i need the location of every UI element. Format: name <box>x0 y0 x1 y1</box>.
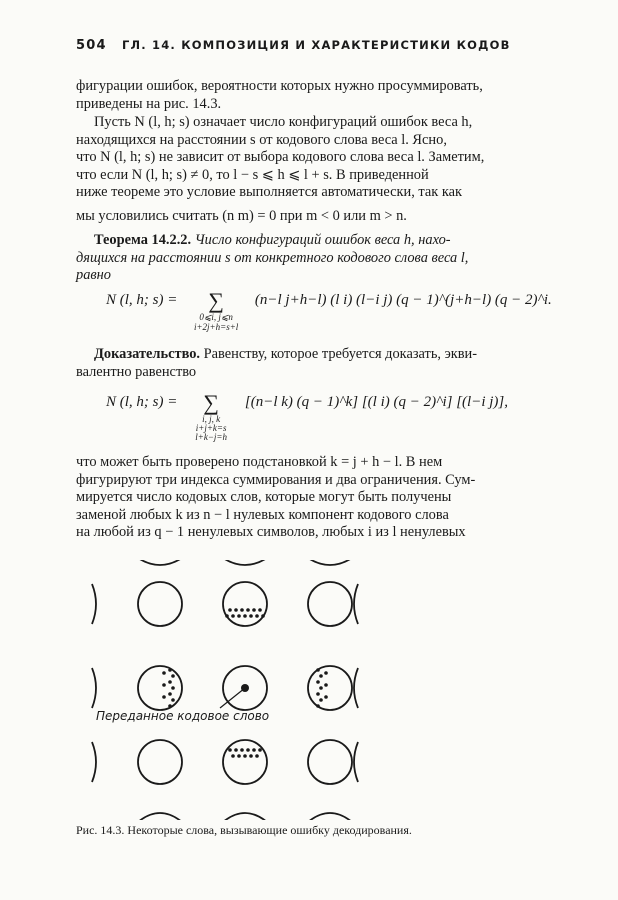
decoding-sphere <box>138 740 182 784</box>
running-header <box>76 38 556 53</box>
proof-text: Равенству, которое требуется доказать, экви- <box>203 346 478 362</box>
theorem-text: Число конфигураций ошибок веса h, нахо- <box>194 232 451 248</box>
partial-circle <box>308 813 352 820</box>
partial-circle <box>354 742 358 782</box>
page-number: 504 <box>76 38 107 53</box>
theorem <box>76 232 576 285</box>
formula-body: (n−l j+h−l) (l i) (l−i j) (q − 1)^(j+h−l) (q − 2)^i. <box>254 292 552 308</box>
decoding-sphere <box>223 740 267 784</box>
decoding-regions-figure <box>60 560 380 820</box>
partial-circle <box>92 668 96 708</box>
proof <box>76 346 576 381</box>
sum-subscript: l+k−j=h <box>195 432 227 442</box>
partial-circle <box>308 560 352 565</box>
paragraph-3 <box>76 454 576 542</box>
text-line: что если N (l, h; s) ≠ 0, то l − s ⩽ h ⩽ l + s. В приведенной <box>76 166 429 183</box>
text-line: ниже теореме это условие выполняется автоматически, так как <box>76 184 463 201</box>
text-line: что N (l, h; s) не зависит от выбора кодового слова веса l. Заметим, <box>76 149 485 166</box>
text-line: Пусть N (l, h; s) означает число конфигураций ошибок веса h, <box>94 114 473 130</box>
proof-label: Доказательство. <box>94 346 201 362</box>
theorem-text: равно <box>76 267 111 284</box>
sum-subscript: i+2j+h=s+l <box>193 322 239 332</box>
sum-subscript: 0⩽i, j⩽n <box>199 312 233 322</box>
summation <box>181 288 251 332</box>
sum-sign: ∑ <box>208 288 224 313</box>
figure-caption: Рис. 14.3. Некоторые слова, вызывающие ошибку декодирования. <box>76 823 412 837</box>
text-line: мы условились считать (n m) = 0 при m < 0 или m > n. <box>76 207 407 224</box>
partial-circle <box>138 813 182 820</box>
theorem-label: Теорема 14.2.2. <box>94 232 192 248</box>
formula-body: [(n−l k) (q − 1)^k] [(l i) (q − 2)^i] [(l−i j)], <box>244 394 508 410</box>
text-line: на любой из q − 1 ненулевых символов, любых i из l ненулевых <box>76 524 466 541</box>
text-line: что может быть проверено подстановкой k = j + h − l. В нем <box>76 454 443 470</box>
text-line: находящихся на расстоянии s от кодового слова веса l. Ясно, <box>76 131 447 148</box>
text-line: фигурируют три индекса суммирования и два ограничения. Сум- <box>76 471 476 488</box>
decoding-sphere <box>308 740 352 784</box>
partial-circle <box>223 813 267 820</box>
text-line: фигурации ошибок, вероятности которых нужно просуммировать, <box>76 78 483 94</box>
error-dots <box>162 608 328 758</box>
formula-lhs: N (l, h; s) = <box>106 292 182 308</box>
partial-circle <box>92 742 96 782</box>
decoding-sphere <box>308 582 352 626</box>
running-title: ГЛ. 14. КОМПОЗИЦИЯ И ХАРАКТЕРИСТИКИ КОДОВ <box>121 38 511 52</box>
partial-circle <box>223 560 267 565</box>
figure-label: Переданное кодовое слово <box>96 709 270 723</box>
text-line: заменой любых k из n − l нулевых компонент кодового слова <box>76 506 449 523</box>
decoding-sphere <box>138 666 182 710</box>
sum-subscript: i, j, k <box>202 414 221 424</box>
decoding-sphere <box>308 666 352 710</box>
theorem-text: дящихся на расстоянии s от конкретного кодового слова веса l, <box>76 249 469 266</box>
formula-1 <box>106 288 552 332</box>
sum-sign: ∑ <box>203 390 219 415</box>
text-line: приведены на рис. 14.3. <box>76 95 222 112</box>
formula-lhs: N (l, h; s) = <box>106 394 182 410</box>
paragraph-2 <box>76 114 576 226</box>
partial-circle <box>354 668 358 708</box>
partial-circle <box>138 560 182 565</box>
partial-circle <box>92 584 96 624</box>
summation <box>181 390 241 442</box>
partial-circle <box>354 584 358 624</box>
decoding-sphere <box>223 582 267 626</box>
paragraph-1 <box>76 78 576 113</box>
text-line: мируется число кодовых слов, которые могут быть получены <box>76 489 452 506</box>
decoding-sphere <box>138 582 182 626</box>
proof-text: валентно равенство <box>76 363 197 380</box>
formula-2 <box>106 390 508 442</box>
sum-subscript: i+j+k=s <box>195 423 227 433</box>
